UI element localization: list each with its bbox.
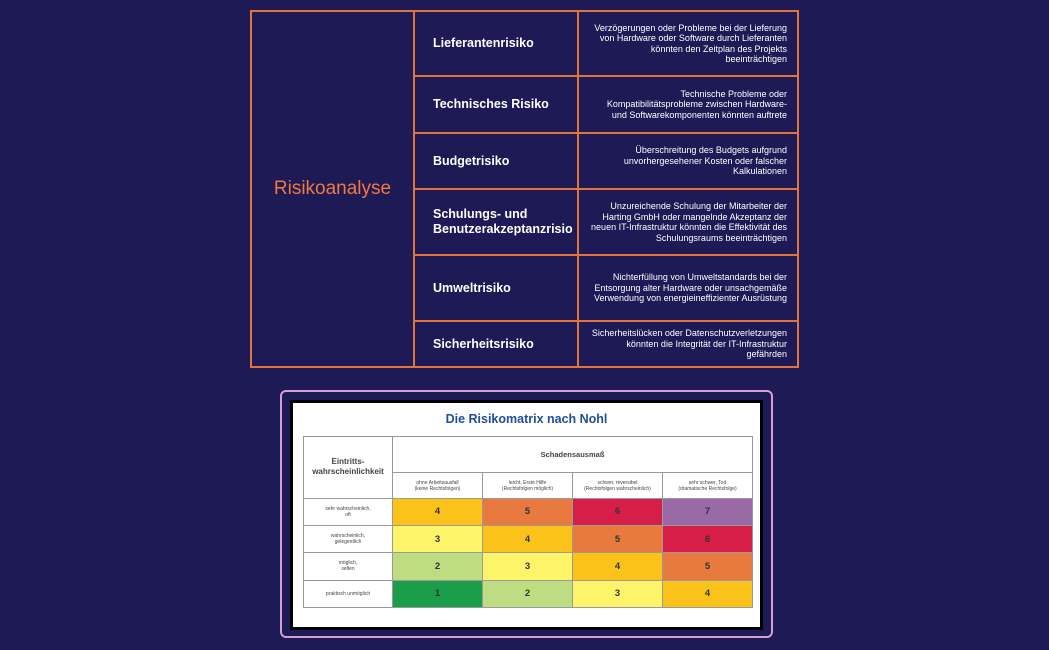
risk-matrix-card — [290, 400, 763, 630]
risk-name: Schulungs- und Benutzerakzeptanzrisio — [415, 190, 579, 254]
matrix-cell: 6 — [573, 498, 663, 525]
risk-analysis-title: Risikoanalyse — [273, 178, 392, 199]
damage-header: Schadensausmaß — [393, 437, 753, 473]
matrix-cell: 1 — [393, 580, 483, 607]
column-header — [663, 473, 753, 498]
row-header — [304, 498, 393, 525]
risk-description: Verzögerungen oder Probleme bei der Lieferung von Hardware oder Software durch Lieferanten könnten den Zeitplan des Projekts beeinträchtigen — [594, 22, 787, 64]
column-header-label: sehr schwer, Tod (dramatische Rechtsfolge) — [678, 479, 737, 492]
risk-row — [415, 134, 797, 190]
matrix-cell: 4 — [393, 498, 483, 525]
column-header — [393, 473, 483, 498]
matrix-cell: 3 — [483, 553, 573, 580]
matrix-cell: 4 — [573, 553, 663, 580]
row-header-label: möglich, selten — [338, 560, 358, 573]
row-header — [304, 580, 393, 607]
matrix-cell: 4 — [483, 526, 573, 553]
matrix-cell: 2 — [393, 553, 483, 580]
risk-name: Lieferantenrisiko — [415, 12, 579, 75]
risk-description: Unzureichende Schulung der Mitarbeiter der Harting GmbH oder mangelnde Akzeptanz der neuen IT-Infrastruktur könnten die Effektivität des Schulungsraums beeinträchtigen — [591, 201, 787, 243]
row-header-label: praktisch unmöglich — [325, 590, 371, 597]
risk-matrix-frame — [280, 390, 773, 638]
risk-rows — [415, 12, 797, 366]
risk-row — [415, 77, 797, 134]
probability-header-label: Eintritts- wahrscheinlichkeit — [312, 457, 384, 477]
risk-description: Sicherheitslücken oder Datenschutzverletzungen könnten die Integrität der IT-Infrastruktur gefährden — [591, 328, 787, 360]
risk-row — [415, 12, 797, 77]
risk-description: Überschreitung des Budgets aufgrund unvorhergesehener Kosten oder falscher Kalkulationen — [623, 145, 787, 177]
column-header-label: leicht, Erste Hilfe (Rechtsfolgen möglich) — [501, 479, 554, 492]
matrix-cell: 3 — [393, 526, 483, 553]
matrix-cell: 3 — [573, 580, 663, 607]
risk-description: Technische Probleme oder Kompatibilitätsprobleme zwischen Hardware- und Softwarekomponenten könnten auftrete — [606, 88, 787, 120]
matrix-cell: 7 — [663, 498, 753, 525]
column-header-label: schwer, reversibel (Rechtsfolgen wahrscheinlich) — [584, 479, 651, 492]
risk-name: Umweltrisiko — [415, 256, 579, 320]
matrix-cell: 6 — [663, 526, 753, 553]
row-header-label: sehr wahrscheinlich, oft — [325, 505, 371, 518]
risk-row — [415, 256, 797, 322]
risk-row — [415, 322, 797, 366]
risk-title-cell — [252, 12, 415, 366]
row-header-label: wahrscheinlich, gelegentlich — [330, 533, 366, 546]
risk-name: Technisches Risiko — [415, 77, 579, 132]
risk-row — [415, 190, 797, 256]
matrix-cell: 4 — [663, 580, 753, 607]
column-header — [573, 473, 663, 498]
matrix-cell: 5 — [663, 553, 753, 580]
matrix-cell: 2 — [483, 580, 573, 607]
row-header — [304, 553, 393, 580]
column-header-label: ohne Arbeitsausfall (keine Rechtsfolgen) — [414, 479, 461, 492]
matrix-cell: 5 — [573, 526, 663, 553]
risk-matrix-grid — [303, 436, 753, 608]
matrix-title: Die Risikomatrix nach Nohl — [445, 412, 608, 426]
risk-name: Sicherheitsrisiko — [415, 322, 579, 366]
risk-description: Nichterfüllung von Umweltstandards bei der Entsorgung alter Hardware oder unsachgemäße Verwendung von energieineffizienter Ausrüstung — [594, 272, 787, 304]
column-header — [483, 473, 573, 498]
matrix-cell: 5 — [483, 498, 573, 525]
row-header — [304, 526, 393, 553]
probability-header — [304, 437, 393, 499]
risk-name: Budgetrisiko — [415, 134, 579, 188]
risk-analysis-table — [250, 10, 799, 368]
